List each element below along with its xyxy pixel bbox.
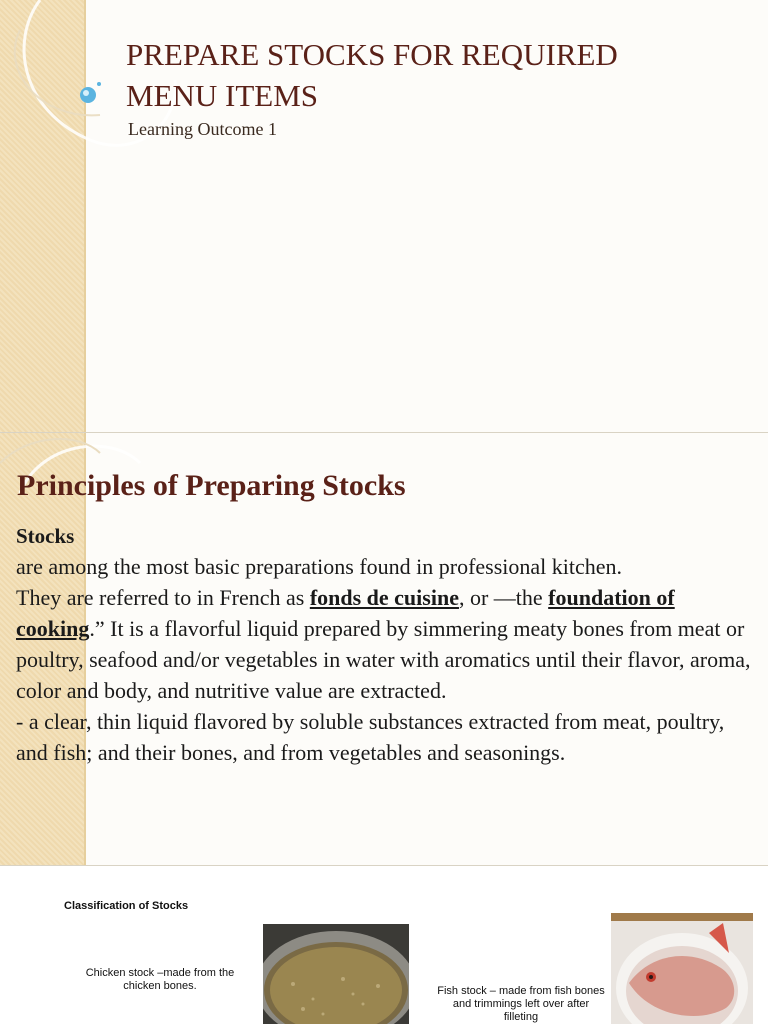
slide-principles — [0, 433, 768, 865]
classification-heading: Classification of Stocks — [64, 900, 189, 912]
paragraph-1: are among the most basic preparations found in professional kitchen. — [16, 554, 623, 579]
title-line-2: MENU ITEMS — [126, 78, 319, 113]
body-text — [16, 521, 756, 768]
slide-title — [0, 0, 768, 432]
chicken-stock-photo — [263, 924, 409, 1024]
title-line-1: PREPARE STOCKS FOR REQUIRED — [126, 37, 618, 72]
fish-stock-caption — [436, 985, 606, 1024]
term-foundation-of-cooking: foundation of cooking — [16, 585, 675, 641]
fish-caption-line-2: and trimmings left over after filleting — [452, 998, 590, 1023]
paragraph-2-c: .” It is a flavorful liquid prepared by simmering meaty bones from meat or poultry, seafood and/or vegetables in water with aromatics until their flavor, aroma, color and body, and nutritive value are extracted. — [16, 616, 751, 703]
stocks-heading: Stocks — [16, 524, 75, 548]
slide-title-text — [126, 34, 726, 116]
fish-stock-photo — [611, 913, 753, 1024]
slide-subtitle: Learning Outcome 1 — [128, 119, 277, 139]
paragraph-2 — [16, 582, 756, 706]
paragraph-2-a: They are referred to in French as — [16, 585, 310, 610]
term-fonds-de-cuisine: fonds de cuisine — [309, 585, 459, 610]
section-title: Principles of Preparing Stocks — [17, 469, 406, 502]
fish-caption-line-1: Fish stock – made from fish bones — [437, 985, 605, 997]
chicken-caption-line-1: Chicken stock –made from the — [85, 967, 235, 979]
slide-classification — [0, 866, 768, 1024]
paragraph-3: - a clear, thin liquid flavored by soluble substances extracted from meat, poultry, and fish; and their bones, and from vegetables and seasonings. — [16, 709, 725, 765]
chicken-stock-caption — [76, 967, 244, 993]
paragraph-2-b: , or —the — [458, 585, 549, 610]
chicken-caption-line-2: chicken bones. — [123, 980, 197, 992]
